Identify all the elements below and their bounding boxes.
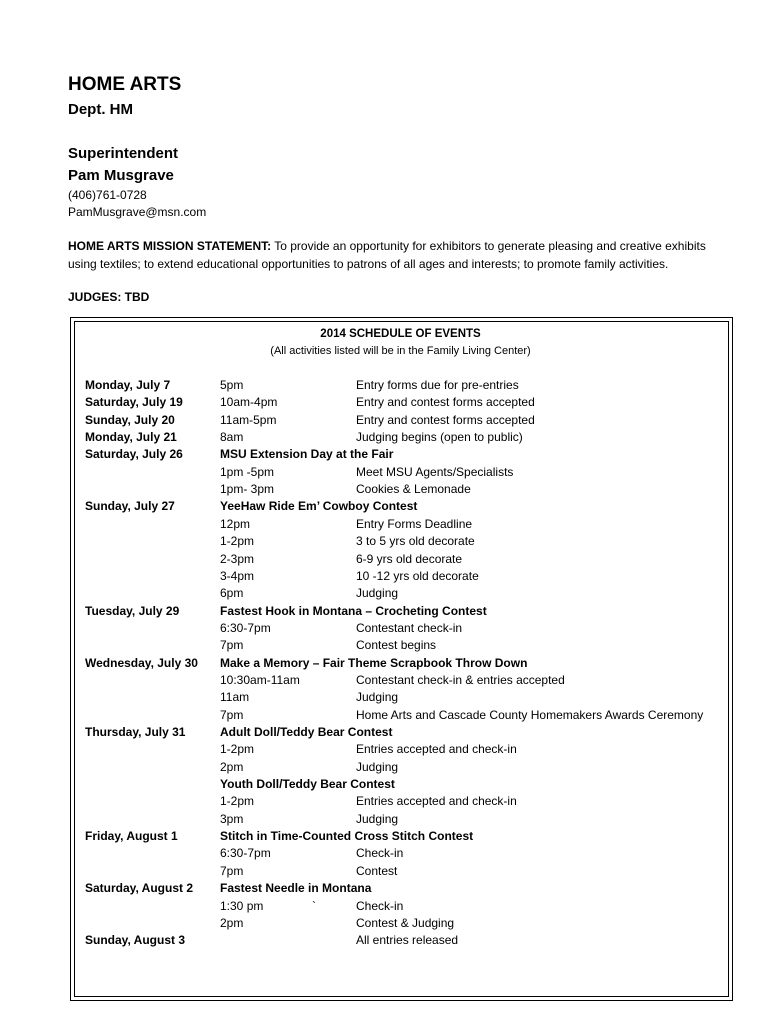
schedule-time: 11am xyxy=(220,690,250,705)
schedule-description: Entries accepted and check-in xyxy=(356,794,517,809)
schedule-row xyxy=(0,604,770,621)
schedule-event-title: MSU Extension Day at the Fair xyxy=(220,447,394,462)
department-code: Dept. HM xyxy=(68,101,133,118)
schedule-row xyxy=(0,499,770,516)
schedule-description: 6-9 yrs old decorate xyxy=(356,551,463,566)
schedule-description: Judging xyxy=(356,690,399,705)
schedule-row xyxy=(0,725,770,742)
schedule-row xyxy=(0,395,770,412)
schedule-row xyxy=(0,586,770,603)
schedule-time: 8am xyxy=(220,430,244,445)
schedule-time: 6pm xyxy=(220,586,244,601)
schedule-row xyxy=(0,447,770,464)
schedule-row xyxy=(0,829,770,846)
mission-statement xyxy=(68,238,718,273)
schedule-time: 6:30-7pm xyxy=(220,846,271,861)
schedule-row xyxy=(0,690,770,707)
schedule-description: Judging xyxy=(356,759,399,774)
schedule-time: 12pm xyxy=(220,516,251,531)
schedule-description: Contest xyxy=(356,863,398,878)
stray-mark: ` xyxy=(312,898,316,913)
schedule-row xyxy=(0,708,770,725)
superintendent-label: Superintendent xyxy=(68,145,179,162)
schedule-time: 5pm xyxy=(220,378,244,392)
schedule-date: Sunday, August 3 xyxy=(85,933,186,948)
schedule-time: 7pm xyxy=(220,638,244,653)
mission-label: HOME ARTS MISSION STATEMENT: xyxy=(68,239,272,253)
schedule-row xyxy=(0,812,770,829)
schedule-time: 3-4pm xyxy=(220,568,255,583)
schedule-row xyxy=(0,933,770,950)
schedule-row xyxy=(0,517,770,534)
schedule-event-title: Stitch in Time-Counted Cross Stitch Contest xyxy=(220,829,474,844)
schedule-description: Meet MSU Agents/Specialists xyxy=(356,464,514,479)
schedule-date: Wednesday, July 30 xyxy=(85,655,198,670)
schedule-date: Thursday, July 31 xyxy=(85,725,186,739)
schedule-description: Judging xyxy=(356,586,399,601)
schedule-description: Cookies & Lemonade xyxy=(356,482,471,497)
judges-line: JUDGES: TBD xyxy=(68,290,150,304)
schedule-title: 2014 SCHEDULE OF EVENTS xyxy=(320,328,481,340)
schedule-description: All entries released xyxy=(356,933,459,948)
schedule-row xyxy=(0,864,770,881)
schedule-time: 6:30-7pm xyxy=(220,620,271,635)
schedule-description: Check-in xyxy=(356,898,404,913)
schedule-time: 1pm -5pm xyxy=(220,464,275,479)
schedule-time: 1:30 pm xyxy=(220,898,264,913)
schedule-time: 7pm xyxy=(220,863,244,878)
schedule-row xyxy=(0,656,770,673)
schedule-event-title: Fastest Hook in Montana – Crocheting Contest xyxy=(220,603,487,618)
schedule-description: 3 to 5 yrs old decorate xyxy=(356,534,475,549)
page-title: HOME ARTS xyxy=(68,74,182,95)
schedule-event-title: YeeHaw Ride Em’ Cowboy Contest xyxy=(220,499,418,514)
schedule-event-title: Adult Doll/Teddy Bear Contest xyxy=(220,725,393,739)
schedule-row xyxy=(0,846,770,863)
schedule-description: Contest begins xyxy=(356,638,437,653)
schedule-time: 11am-5pm xyxy=(220,412,277,427)
schedule-description: Entry and contest forms accepted xyxy=(356,412,535,427)
schedule-subtitle: (All activities listed will be in the Family Living Center) xyxy=(270,345,531,357)
schedule-time: 7pm xyxy=(220,707,244,722)
schedule-description: Check-in xyxy=(356,846,404,861)
schedule-time: 1-2pm xyxy=(220,794,255,809)
schedule-row xyxy=(0,534,770,551)
schedule-description: Judging xyxy=(356,811,399,826)
schedule-time: 1pm- 3pm xyxy=(220,482,275,497)
contact-phone: (406)761-0728 xyxy=(68,188,147,202)
schedule-date: Sunday, July 27 xyxy=(85,499,175,514)
schedule-time: 3pm xyxy=(220,811,244,826)
schedule-time: 1-2pm xyxy=(220,742,255,757)
schedule-row xyxy=(0,413,770,430)
schedule-description: Entry forms due for pre-entries xyxy=(356,378,519,392)
schedule-date: Saturday, July 19 xyxy=(85,395,183,410)
schedule-date: Monday, July 21 xyxy=(85,430,177,445)
schedule-date: Monday, July 7 xyxy=(85,378,171,392)
schedule-date: Saturday, August 2 xyxy=(85,881,194,896)
contact-email: PamMusgrave@msn.com xyxy=(68,205,207,219)
schedule-description: Entries accepted and check-in xyxy=(356,742,517,757)
schedule-row xyxy=(0,482,770,499)
schedule-date: Sunday, July 20 xyxy=(85,412,175,427)
schedule-row xyxy=(0,673,770,690)
schedule-row xyxy=(0,621,770,638)
schedule-row xyxy=(0,638,770,655)
schedule-description: Entry and contest forms accepted xyxy=(356,395,535,410)
schedule-row xyxy=(0,777,770,794)
schedule-row xyxy=(0,794,770,811)
schedule-row xyxy=(0,899,770,916)
superintendent-name: Pam Musgrave xyxy=(68,167,174,184)
schedule-description: Contestant check-in & entries accepted xyxy=(356,672,565,687)
schedule-description: 10 -12 yrs old decorate xyxy=(356,568,479,583)
schedule-row xyxy=(0,569,770,586)
schedule-description: Contestant check-in xyxy=(356,620,463,635)
schedule-time: 2-3pm xyxy=(220,551,255,566)
mission-text: To provide an opportunity for exhibitors to generate pleasing and creative exhibits using textiles; to extend educational opportunities to patrons of all ages and interests; to promote family activities. xyxy=(68,239,706,271)
schedule-event-title: Make a Memory – Fair Theme Scrapbook Throw Down xyxy=(220,655,528,670)
schedule-description: Entry Forms Deadline xyxy=(356,516,473,531)
schedule-date: Friday, August 1 xyxy=(85,829,178,844)
schedule-time: 1-2pm xyxy=(220,534,255,549)
schedule-time: 2pm xyxy=(220,759,244,774)
schedule-row xyxy=(0,760,770,777)
schedule-date: Tuesday, July 29 xyxy=(85,603,180,618)
schedule-row xyxy=(0,881,770,898)
schedule-time: 2pm xyxy=(220,915,244,930)
schedule-row xyxy=(0,742,770,759)
schedule-time: 10:30am-11am xyxy=(220,672,300,687)
schedule-date: Saturday, July 26 xyxy=(85,447,183,462)
schedule-row xyxy=(0,430,770,447)
schedule-row xyxy=(0,465,770,482)
schedule-time: 10am-4pm xyxy=(220,395,278,410)
schedule-row xyxy=(0,378,770,395)
schedule-description: Judging begins (open to public) xyxy=(356,430,523,445)
schedule-description: Contest & Judging xyxy=(356,915,455,930)
schedule-row xyxy=(0,916,770,933)
schedule-description: Home Arts and Cascade County Homemakers Awards Ceremony xyxy=(356,707,704,722)
schedule-event-title: Fastest Needle in Montana xyxy=(220,881,372,896)
schedule-event-title: Youth Doll/Teddy Bear Contest xyxy=(220,777,395,792)
schedule-row xyxy=(0,552,770,569)
